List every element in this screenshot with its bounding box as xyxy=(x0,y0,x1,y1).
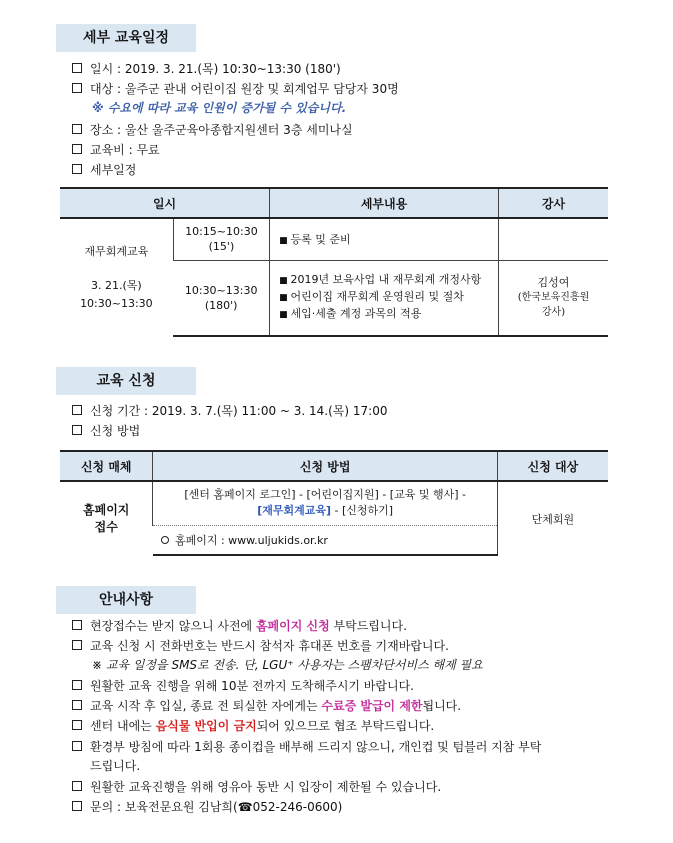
content-cell: ■ 2019년 보육사업 내 재무회계 개정사항 ■ 어린이집 재무회계 운영원리 및 절차 ■ 세입·세출 계정 과목의 적용 xyxy=(270,260,499,336)
guide-item: 원활한 교육 진행을 위해 10분 전까지 도착해주시기 바랍니다. xyxy=(72,677,414,695)
guide-item: 현장접수는 받지 않으니 사전에 홈페이지 신청 부탁드립니다. xyxy=(72,617,407,635)
checkbox-icon xyxy=(72,680,82,690)
instructor-cell: 김성여 (한국보육진흥원 강사) xyxy=(498,260,608,336)
guide-item: 교육 시작 후 입실, 종료 전 퇴실한 자에게는 수료증 발급이 제한됩니다. xyxy=(72,697,461,715)
section-title-apply: 교육 신청 xyxy=(56,367,196,395)
checkbox-icon xyxy=(72,405,82,415)
table-header: 강사 xyxy=(498,188,608,218)
checkbox-icon xyxy=(72,640,82,650)
guide-item: 문의 : 보육전문요원 김남희(☎052-246-0600) xyxy=(72,798,342,816)
course-cell: 재무회계교육 3. 21.(목) 10:30~13:30 xyxy=(60,218,173,336)
schedule-item: 대상 : 울주군 관내 어린이집 원장 및 회계업무 담당자 30명 xyxy=(72,80,399,98)
schedule-item: 세부일정 xyxy=(72,161,136,179)
guide-note: ※ 교육 일정을 SMS로 전송. 단, LGU⁺ 사용자는 스팸차단서비스 해제 필요 xyxy=(92,658,483,672)
checkbox-icon xyxy=(72,620,82,630)
schedule-note: ※ 수요에 따라 교육 인원이 증가될 수 있습니다. xyxy=(92,101,347,115)
checkbox-icon xyxy=(72,83,82,93)
circle-bullet-icon xyxy=(161,536,169,544)
table-header: 세부내용 xyxy=(270,188,499,218)
checkbox-icon xyxy=(72,801,82,811)
phone-icon: ☎ xyxy=(237,800,253,814)
schedule-item: 일시 : 2019. 3. 21.(목) 10:30~13:30 (180') xyxy=(72,60,341,78)
time-cell: 10:30~13:30 (180') xyxy=(173,260,269,336)
homepage-cell: 홈페이지 : www.uljukids.or.kr xyxy=(153,525,497,555)
media-cell: 홈페이지 접수 xyxy=(83,502,130,534)
method-cell: [센터 홈페이지 로그인] - [어린이집지원] - [교육 및 행사] - [재무회계교육] - [신청하기] xyxy=(153,481,497,525)
checkbox-icon xyxy=(72,700,82,710)
checkbox-icon xyxy=(72,720,82,730)
checkbox-icon xyxy=(72,124,82,134)
apply-item: 신청 기간 : 2019. 3. 7.(목) 11:00 ~ 3. 14.(목) 17:00 xyxy=(72,402,387,420)
guide-item: 센터 내에는 음식물 반입이 금지되어 있으므로 협조 부탁드립니다. xyxy=(72,717,434,735)
section-title-schedule: 세부 교육일정 xyxy=(56,24,196,52)
time-cell: 10:15~10:30 (15') xyxy=(173,218,269,260)
content-cell: ■ 등록 및 준비 xyxy=(270,218,499,260)
apply-table xyxy=(60,450,608,556)
guide-item: 원활한 교육진행을 위해 영유아 동반 시 입장이 제한될 수 있습니다. xyxy=(72,778,441,796)
section-title-guide: 안내사항 xyxy=(56,586,196,614)
table-header: 신청 매체 xyxy=(60,451,153,481)
checkbox-icon xyxy=(72,741,82,751)
target-cell: 단체회원 xyxy=(497,481,608,555)
guide-item: 환경부 방침에 따라 1회용 종이컵을 배부해 드리지 않으니, 개인컵 및 텀블러 지참 부탁 xyxy=(72,738,541,756)
checkbox-icon xyxy=(72,144,82,154)
table-header: 신청 대상 xyxy=(497,451,608,481)
guide-item: 교육 신청 시 전화번호는 반드시 참석자 휴대폰 번호를 기재바랍니다. xyxy=(72,637,449,655)
guide-item-cont: 드립니다. xyxy=(90,759,141,773)
table-header: 일시 xyxy=(60,188,270,218)
checkbox-icon xyxy=(72,425,82,435)
schedule-item: 장소 : 울산 울주군육아종합지원센터 3층 세미나실 xyxy=(72,121,353,139)
instructor-cell xyxy=(498,218,608,260)
checkbox-icon xyxy=(72,164,82,174)
schedule-item: 교육비 : 무료 xyxy=(72,141,160,159)
table-header: 신청 방법 xyxy=(153,451,497,481)
checkbox-icon xyxy=(72,781,82,791)
apply-item: 신청 방법 xyxy=(72,422,140,440)
schedule-table xyxy=(60,187,608,337)
checkbox-icon xyxy=(72,63,82,73)
